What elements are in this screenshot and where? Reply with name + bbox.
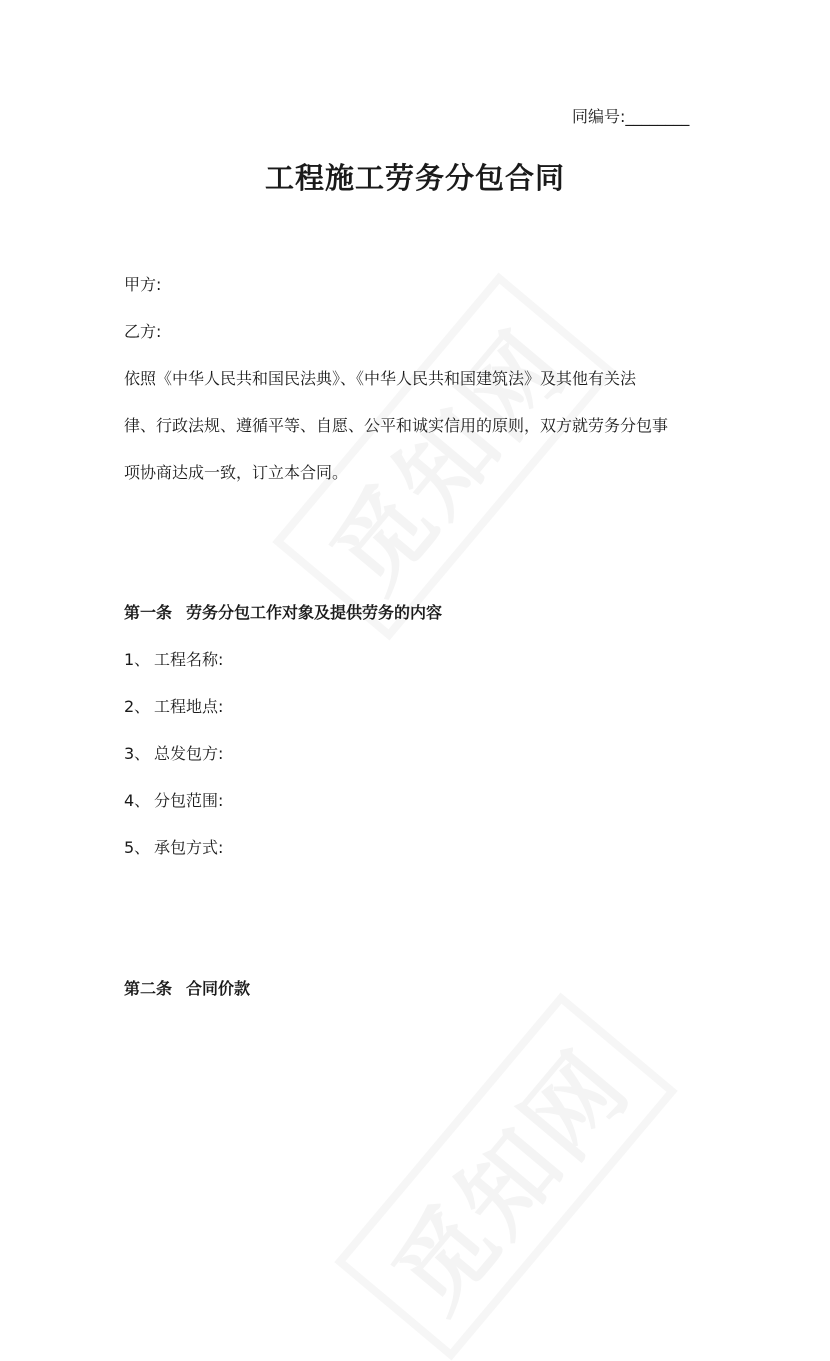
article-1-number: 第一条 bbox=[124, 603, 173, 622]
article-2-title: 合同价款 bbox=[186, 979, 251, 998]
contract-number bbox=[572, 104, 689, 130]
list-item bbox=[124, 741, 223, 767]
list-item bbox=[124, 835, 223, 861]
list-item-number: 3、 bbox=[124, 744, 151, 763]
article-1-title: 劳务分包工作对象及提供劳务的内容 bbox=[186, 603, 443, 622]
article-2-number: 第二条 bbox=[124, 979, 173, 998]
list-item-label: 工程名称: bbox=[154, 650, 224, 669]
preamble-line-2: 律、行政法规、遵循平等、自愿、公平和诚实信用的原则，双方就劳务分包事 bbox=[124, 416, 669, 435]
article-1-heading bbox=[124, 600, 442, 626]
list-item-number: 4、 bbox=[124, 791, 151, 810]
watermark bbox=[272, 273, 615, 641]
list-item bbox=[124, 694, 223, 720]
document-title: 工程施工劳务分包合同 bbox=[264, 161, 565, 195]
preamble-line-1: 依照《中华人民共和国民法典》、《中华人民共和国建筑法》及其他有关法 bbox=[124, 369, 637, 388]
party-b-label: 乙方: bbox=[124, 322, 162, 341]
list-item-number: 2、 bbox=[124, 697, 151, 716]
watermark bbox=[334, 993, 677, 1361]
list-item-number: 5、 bbox=[124, 838, 151, 857]
contract-number-label: 同编号: bbox=[572, 107, 626, 126]
list-item-label: 承包方式: bbox=[154, 838, 224, 857]
article-2-heading bbox=[124, 976, 250, 1002]
list-item-label: 总发包方: bbox=[154, 744, 224, 763]
list-item bbox=[124, 647, 223, 673]
contract-number-blank: ________ bbox=[625, 107, 690, 126]
list-item bbox=[124, 788, 223, 814]
list-item-number: 1、 bbox=[124, 650, 151, 669]
preamble-line-3: 项协商达成一致，订立本合同。 bbox=[124, 463, 349, 482]
list-item-label: 分包范围: bbox=[154, 791, 224, 810]
party-a-label: 甲方: bbox=[124, 275, 162, 294]
list-item-label: 工程地点: bbox=[154, 697, 224, 716]
